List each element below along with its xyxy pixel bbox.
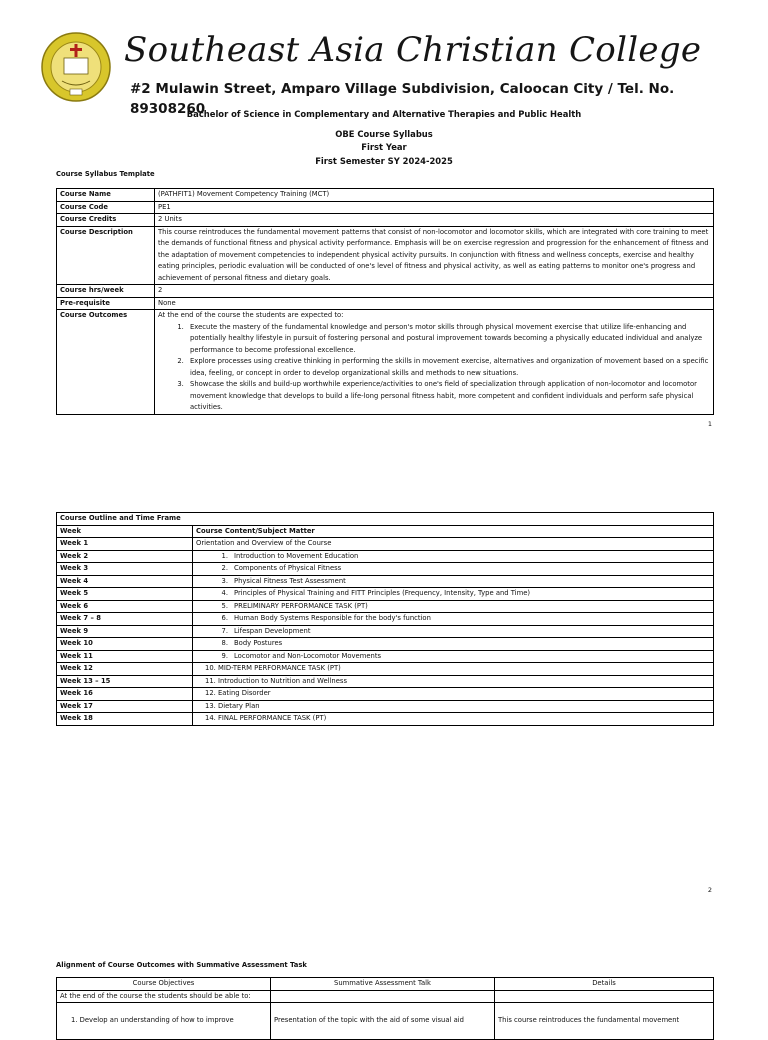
outcome-item: 1. Execute the mastery of the fundamental knowledge and person's motor skills through physical movement exercise that utilize life-enhancing and potentially healthy lifestyle in pursuit of fostering personal and postural improvement towards becoming a physically educated individual and analyze performance to become professional excellence. xyxy=(186,322,710,357)
outline-week: Week 12 xyxy=(57,663,193,676)
alignment-table xyxy=(56,977,714,1040)
outline-week: Week 9 xyxy=(57,625,193,638)
outline-content: 12. Eating Disorder xyxy=(193,688,714,701)
outline-number: 2. xyxy=(221,564,228,572)
outline-row xyxy=(57,563,714,576)
outline-content: Orientation and Overview of the Course xyxy=(193,538,714,551)
outline-week: Week 4 xyxy=(57,575,193,588)
college-seal xyxy=(40,31,112,103)
syllabus-title: OBE Course Syllabus xyxy=(335,129,433,139)
outline-content xyxy=(193,625,714,638)
outline-week: Week 11 xyxy=(57,650,193,663)
prerequisite-value: None xyxy=(155,297,714,310)
alignment-objective: 1. Develop an understanding of how to improve xyxy=(57,1003,271,1040)
alignment-intro: At the end of the course the students should be able to: xyxy=(57,990,271,1003)
outline-row xyxy=(57,600,714,613)
outline-topic: PRELIMINARY PERFORMANCE TASK (PT) xyxy=(234,601,368,610)
course-hours-label: Course hrs/week xyxy=(57,285,155,298)
outline-week: Week 3 xyxy=(57,563,193,576)
course-description-value: This course reintroduces the fundamental movement patterns that consist of non-locomotor and locomotor skills, which are integrated with core training to meet the demands of functional fitness and physical activity performance. Emphasis will be on exercise regression and progression for the enhancement of fitness and the adaptation of movement competencies to independent physical activity pursuits. In conjunction with fitness and wellness concepts, exercise and healthy eating principles, periodic evaluation will be conducted of one's level of fitness and physical activity, as well as eating patterns to monitor one's progress and achievement of personal fitness and dietary goals. xyxy=(155,226,714,285)
outcome-item: 2. Explore processes using creative thinking in performing the skills in movement exercise, alternatives and organization of movement based on a specific idea, feeling, or concept in order to develop organizational skills and methods to new situations. xyxy=(186,356,710,379)
college-name: Southeast Asia Christian College xyxy=(124,30,702,70)
alignment-details-header: Details xyxy=(495,978,714,991)
course-outcomes-value xyxy=(155,310,714,415)
outline-row xyxy=(57,625,714,638)
outline-content: 14. FINAL PERFORMANCE TASK (PT) xyxy=(193,713,714,726)
prerequisite-label: Pre-requisite xyxy=(57,297,155,310)
outline-week-header: Week xyxy=(57,525,193,538)
alignment-empty-cell xyxy=(271,990,495,1003)
outline-topic: Locomotor and Non-Locomotor Movements xyxy=(234,651,382,660)
outline-content: 10. MID-TERM PERFORMANCE TASK (PT) xyxy=(193,663,714,676)
page-number: 2 xyxy=(707,886,712,894)
course-credits-value: 2 Units xyxy=(155,214,714,227)
alignment-header-row xyxy=(57,978,714,991)
outline-title: Course Outline and Time Frame xyxy=(57,513,714,526)
course-info-row xyxy=(57,214,714,227)
course-name-value: (PATHFIT1) Movement Competency Training (MCT) xyxy=(155,189,714,202)
outline-content xyxy=(193,575,714,588)
syllabus-semester: First Semester SY 2024-2025 xyxy=(315,156,453,166)
alignment-task: Presentation of the topic with the aid of some visual aid xyxy=(271,1003,495,1040)
outline-topic: Human Body Systems Responsible for the body's function xyxy=(234,614,431,622)
outline-row xyxy=(57,713,714,726)
outcomes-list xyxy=(158,322,710,414)
outline-number: 8. xyxy=(221,639,228,647)
outline-week: Week 6 xyxy=(57,600,193,613)
alignment-title: Alignment of Course Outcomes with Summative Assessment Task xyxy=(56,961,307,969)
outline-topic: Physical Fitness Test Assessment xyxy=(234,576,346,585)
course-info-row xyxy=(57,226,714,285)
outline-row xyxy=(57,675,714,688)
program-title: Bachelor of Science in Complementary and Alternative Therapies and Public Health xyxy=(186,109,582,119)
outline-content-header: Course Content/Subject Matter xyxy=(193,525,714,538)
outline-topic: Lifespan Development xyxy=(234,626,311,635)
course-info-row xyxy=(57,297,714,310)
outline-topic: Body Postures xyxy=(234,639,283,647)
outline-week: Week 2 xyxy=(57,550,193,563)
outline-header-row xyxy=(57,525,714,538)
alignment-task-header: Summative Assessment Talk xyxy=(271,978,495,991)
outcome-item: 3. Showcase the skills and build-up worthwhile experience/activities to one's field of specialization through application of non-locomotor and locomotor movement knowledge that develops to build a life-long personal fitness habit, more competent and confident individuals and perform safe physical activities. xyxy=(186,379,710,414)
outline-content: 11. Introduction to Nutrition and Wellness xyxy=(193,675,714,688)
outline-row xyxy=(57,575,714,588)
outline-number: 5. xyxy=(221,601,228,610)
outline-week: Week 1 xyxy=(57,538,193,551)
outline-number: 7. xyxy=(221,626,228,635)
course-outline-table xyxy=(56,512,714,726)
course-code-value: PE1 xyxy=(155,201,714,214)
outline-week: Week 7 – 8 xyxy=(57,613,193,626)
alignment-details: This course reintroduces the fundamental movement xyxy=(495,1003,714,1040)
outline-row xyxy=(57,638,714,651)
outline-row xyxy=(57,538,714,551)
outline-topic: Introduction to Movement Education xyxy=(234,551,359,560)
alignment-row xyxy=(57,1003,714,1040)
outline-topic: Components of Physical Fitness xyxy=(234,564,342,572)
course-description-label: Course Description xyxy=(57,226,155,285)
outline-number: 9. xyxy=(221,651,228,660)
outline-week: Week 10 xyxy=(57,638,193,651)
course-info-row xyxy=(57,285,714,298)
outline-week: Week 18 xyxy=(57,713,193,726)
outline-content xyxy=(193,550,714,563)
course-credits-label: Course Credits xyxy=(57,214,155,227)
outline-week: Week 13 – 15 xyxy=(57,675,193,688)
outline-content: 13. Dietary Plan xyxy=(193,700,714,713)
template-label: Course Syllabus Template xyxy=(56,170,155,178)
course-code-label: Course Code xyxy=(57,201,155,214)
outline-row xyxy=(57,588,714,601)
outline-content xyxy=(193,563,714,576)
outcomes-intro: At the end of the course the students are expected to: xyxy=(158,311,344,319)
outline-content xyxy=(193,588,714,601)
course-info-table xyxy=(56,188,714,415)
alignment-intro-row xyxy=(57,990,714,1003)
outline-week: Week 5 xyxy=(57,588,193,601)
outline-content xyxy=(193,638,714,651)
outline-number: 1. xyxy=(221,551,228,560)
outline-week: Week 17 xyxy=(57,700,193,713)
course-name-label: Course Name xyxy=(57,189,155,202)
alignment-objectives-header: Course Objectives xyxy=(57,978,271,991)
syllabus-year: First Year xyxy=(361,142,407,152)
outline-row xyxy=(57,688,714,701)
outline-content xyxy=(193,613,714,626)
outline-row xyxy=(57,613,714,626)
page-number: 1 xyxy=(707,420,712,428)
outline-title-row xyxy=(57,513,714,526)
course-info-row xyxy=(57,310,714,415)
outline-week: Week 16 xyxy=(57,688,193,701)
outline-row xyxy=(57,650,714,663)
course-outcomes-label: Course Outcomes xyxy=(57,310,155,415)
outline-number: 4. xyxy=(221,589,228,597)
course-info-row xyxy=(57,201,714,214)
outline-content xyxy=(193,650,714,663)
college-address: #2 Mulawin Street, Amparo Village Subdivision, Caloocan City / Tel. No. 89308260 xyxy=(130,81,675,117)
outline-content xyxy=(193,600,714,613)
outline-number: 6. xyxy=(221,614,228,622)
outline-topic: Principles of Physical Training and FITT Principles (Frequency, Intensity, Type and Time) xyxy=(234,589,531,597)
outline-number: 3. xyxy=(221,576,228,585)
outline-row xyxy=(57,550,714,563)
alignment-empty-cell xyxy=(495,990,714,1003)
outline-row xyxy=(57,700,714,713)
course-hours-value: 2 xyxy=(155,285,714,298)
outline-row xyxy=(57,663,714,676)
course-info-row xyxy=(57,189,714,202)
